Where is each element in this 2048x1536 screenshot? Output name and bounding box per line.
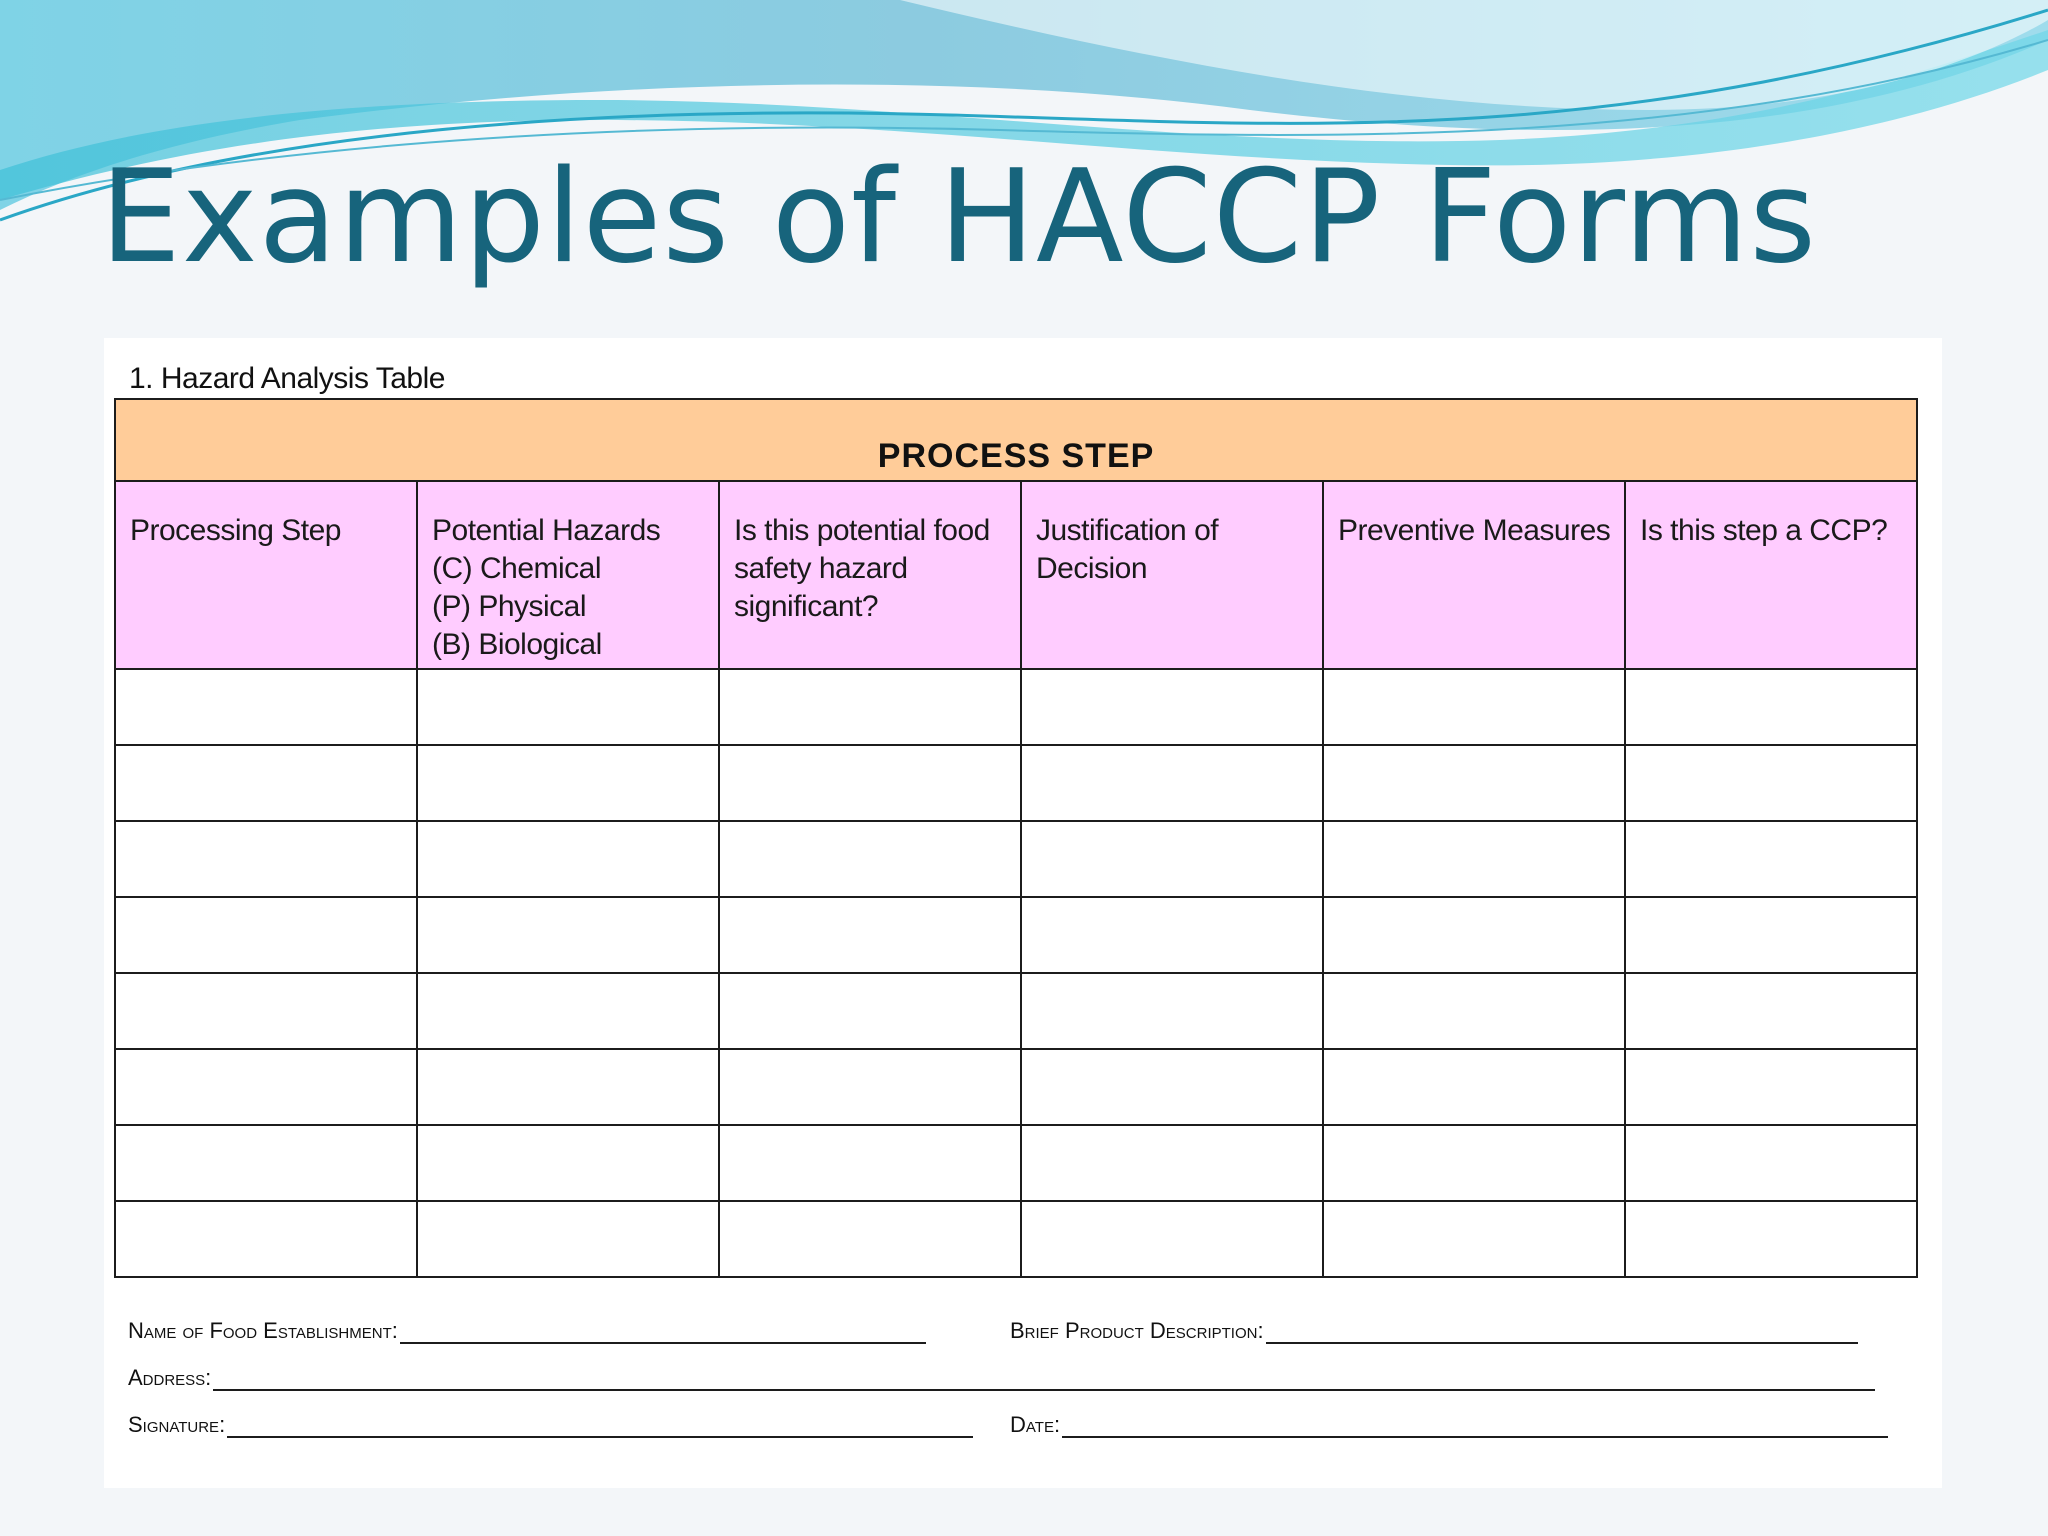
- table-cell: [1323, 745, 1625, 821]
- table-cell: [1021, 897, 1323, 973]
- table-cell: [719, 745, 1021, 821]
- product-description-label: Brief Product Description:: [1010, 1318, 1264, 1343]
- column-header-processing-step: Processing Step: [115, 481, 417, 669]
- table-cell: [1625, 1049, 1917, 1125]
- table-cell: [1625, 973, 1917, 1049]
- table-cell: [1323, 897, 1625, 973]
- establishment-name-field: [128, 1316, 926, 1344]
- form-caption: 1. Hazard Analysis Table: [129, 362, 445, 395]
- table-cell: [719, 1049, 1021, 1125]
- process-step-banner: [115, 399, 1917, 481]
- table-row: [115, 669, 1917, 745]
- table-cell: [1323, 669, 1625, 745]
- table-cell: [1021, 669, 1323, 745]
- table-cell: [1625, 821, 1917, 897]
- table-cell: [417, 1125, 719, 1201]
- table-cell: [1021, 1049, 1323, 1125]
- address-label: Address:: [128, 1365, 212, 1390]
- product-description-line: [1266, 1316, 1858, 1344]
- table-cell: [115, 1125, 417, 1201]
- table-cell: [1021, 821, 1323, 897]
- signature-line: [227, 1410, 973, 1438]
- table-cell: [719, 821, 1021, 897]
- table-cell: [1625, 1125, 1917, 1201]
- table-cell: [115, 821, 417, 897]
- table-cell: [417, 1201, 719, 1277]
- table-cell: [1323, 1201, 1625, 1277]
- column-header-justification: Justification of Decision: [1021, 481, 1323, 669]
- table-cell: [1625, 745, 1917, 821]
- banner-row: [115, 399, 1917, 481]
- table-cell: [719, 669, 1021, 745]
- table-row: [115, 1125, 1917, 1201]
- table-cell: [417, 897, 719, 973]
- date-line: [1062, 1410, 1888, 1438]
- date-label: Date:: [1010, 1412, 1061, 1437]
- table-cell: [1625, 897, 1917, 973]
- date-field: [1010, 1410, 1888, 1438]
- table-row: [115, 745, 1917, 821]
- table-cell: [115, 897, 417, 973]
- table-cell: [1323, 1125, 1625, 1201]
- table-row: [115, 1201, 1917, 1277]
- signature-label: Signature:: [128, 1412, 226, 1437]
- table-row: [115, 973, 1917, 1049]
- table-cell: [417, 973, 719, 1049]
- table-cell: [417, 821, 719, 897]
- table-row: [115, 821, 1917, 897]
- table-cell: [719, 973, 1021, 1049]
- table-cell: [719, 1201, 1021, 1277]
- product-description-field: [1010, 1316, 1858, 1344]
- table-cell: [417, 1049, 719, 1125]
- banner-label: PROCESS STEP: [877, 437, 1155, 475]
- table-cell: [1625, 1201, 1917, 1277]
- table-cell: [1021, 973, 1323, 1049]
- column-header-hazard-significant: Is this potential food safety hazard significant?: [719, 481, 1021, 669]
- table-cell: [1323, 821, 1625, 897]
- hazard-analysis-table: [114, 398, 1918, 1278]
- signature-field: [128, 1410, 973, 1438]
- table-cell: [1323, 1049, 1625, 1125]
- column-header-preventive-measures: Preventive Measures: [1323, 481, 1625, 669]
- address-field: [128, 1363, 1875, 1391]
- table-cell: [417, 669, 719, 745]
- column-header-potential-hazards: Potential Hazards (C) Chemical (P) Physical (B) Biological: [417, 481, 719, 669]
- table-cell: [1021, 1125, 1323, 1201]
- table-cell: [115, 973, 417, 1049]
- table-cell: [115, 1201, 417, 1277]
- table-cell: [1323, 973, 1625, 1049]
- table-cell: [115, 1049, 417, 1125]
- establishment-name-label: Name of Food Establishment:: [128, 1318, 398, 1343]
- haccp-form-image: [104, 338, 1942, 1488]
- table-cell: [1021, 745, 1323, 821]
- table-cell: [115, 745, 417, 821]
- table-cell: [115, 669, 417, 745]
- table-cell: [719, 1125, 1021, 1201]
- table-row: [115, 1049, 1917, 1125]
- table-cell: [1021, 1201, 1323, 1277]
- table-row: [115, 897, 1917, 973]
- column-header-is-ccp: Is this step a CCP?: [1625, 481, 1917, 669]
- address-line: [213, 1363, 1875, 1391]
- table-cell: [417, 745, 719, 821]
- slide-title: Examples of HACCP Forms: [100, 143, 1818, 292]
- table-cell: [1625, 669, 1917, 745]
- establishment-name-line: [400, 1316, 926, 1344]
- table-cell: [719, 897, 1021, 973]
- column-header-row: [115, 481, 1917, 669]
